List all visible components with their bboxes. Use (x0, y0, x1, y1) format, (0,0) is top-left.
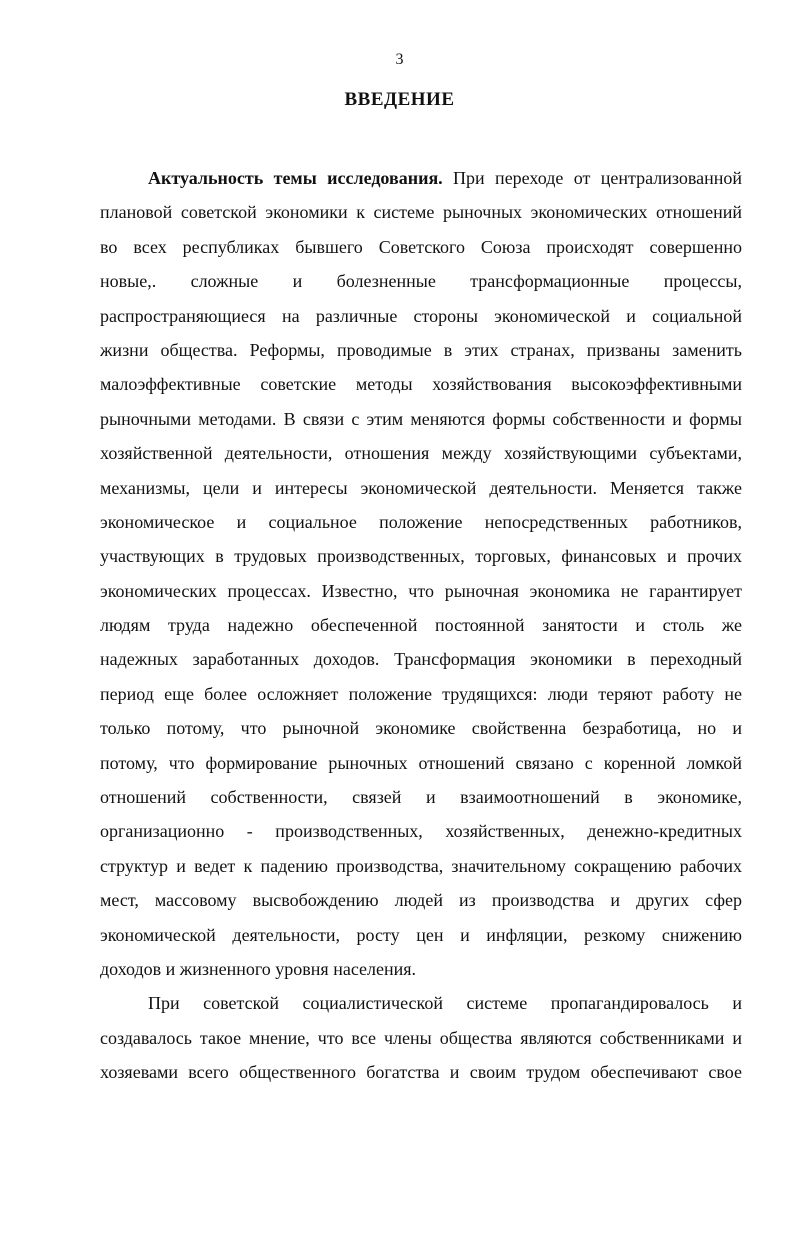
paragraph-line: людям труда надежно обеспеченной постоянной занятости и столь же (100, 615, 742, 636)
paragraph-line: хозяйственной деятельности, отношения между хозяйствующими субъектами, (100, 443, 742, 464)
paragraph-line: создавалось такое мнение, что все члены общества являются собственниками и (100, 1027, 742, 1048)
paragraph-line: мест, массовому высвобождению людей из производства и других сфер (100, 890, 742, 911)
line-text: При переходе от централизованной (442, 168, 742, 188)
paragraph-line: механизмы, цели и интересы экономической деятельности. Меняется также (100, 477, 742, 498)
page-number: 3 (395, 51, 404, 68)
paragraph-line (100, 164, 742, 198)
paragraph-line: потому, что формирование рыночных отношений связано с коренной ломкой (100, 752, 742, 773)
paragraph-line: надежных заработанных доходов. Трансформация экономики в переходный (100, 649, 742, 670)
section-title: ВВЕДЕНИЕ (344, 89, 455, 110)
paragraph-line: во всех республиках бывшего Советского Союза происходят совершенно (100, 236, 742, 257)
body-text (100, 164, 742, 1093)
paragraph-line: только потому, что рыночной экономике свойственна безработица, но и (100, 718, 742, 739)
paragraph-line: участвующих в трудовых производственных, торговых, финансовых и прочих (100, 546, 742, 567)
section-lead: Актуальность темы исследования. (148, 168, 443, 188)
paragraph-line: При советской социалистической системе пропагандировалось и (148, 993, 742, 1014)
paragraph-line: доходов и жизненного уровня населения. (100, 958, 417, 979)
paragraph-line: новые,. сложные и болезненные трансформационные процессы, (100, 271, 742, 292)
paragraph-line: экономических процессах. Известно, что рыночная экономика не гарантирует (100, 580, 742, 601)
paragraph-line: структур и ведет к падению производства, значительному сокращению рабочих (100, 855, 742, 876)
paragraph-line: рыночными методами. В связи с этим меняются формы собственности и формы (100, 408, 742, 429)
paragraph-line: малоэффективные советские методы хозяйствования высокоэффективными (100, 374, 742, 395)
paragraph-line: экономической деятельности, росту цен и инфляции, резкому снижению (100, 924, 742, 945)
paragraph-line: отношений собственности, связей и взаимоотношений в экономике, (100, 787, 742, 808)
paragraph-line: распространяющиеся на различные стороны экономической и социальной (100, 305, 742, 326)
paragraph-line: плановой советской экономики к системе рыночных экономических отношений (100, 202, 742, 223)
paragraph-line: организационно - производственных, хозяйственных, денежно-кредитных (100, 821, 742, 842)
paragraph-line: период еще более осложняет положение трудящихся: люди теряют работу не (100, 683, 742, 704)
paragraph-2 (100, 989, 742, 1092)
paragraph-line: экономическое и социальное положение непосредственных работников, (100, 511, 742, 532)
paragraph-1 (100, 164, 742, 989)
paragraph-line: хозяевами всего общественного богатства и своим трудом обеспечивают свое (100, 1062, 742, 1083)
paragraph-line: жизни общества. Реформы, проводимые в этих странах, призваны заменить (100, 339, 742, 360)
